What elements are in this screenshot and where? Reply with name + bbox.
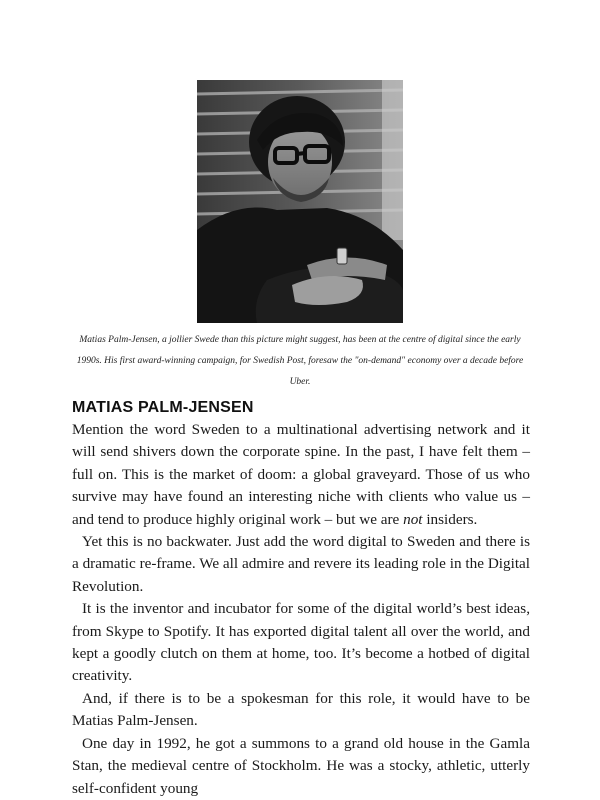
paragraph-1	[72, 419, 530, 531]
paragraph-4: And, if there is to be a spokesman for this role, it would have to be Matias Palm-Jensen.	[72, 689, 530, 730]
body-text	[72, 419, 530, 800]
paragraph-1-text-b: insiders.	[422, 510, 478, 528]
paragraph-5: One day in 1992, he got a summons to a grand old house in the Gamla Stan, the medieval centre of Stockholm. He was a stocky, athletic, utterly self-confident young	[72, 734, 530, 797]
portrait-photo	[197, 80, 403, 323]
section-heading: MATIAS PALM-JENSEN	[72, 399, 254, 416]
paragraph-1-emphasis: not	[403, 510, 423, 528]
portrait-image	[197, 80, 403, 323]
paragraph-3: It is the inventor and incubator for some of the digital world’s best ideas, from Skype to Spotify. It has exported digital talent all over the world, and kept a goodly clutch on them at home, too. It’s become a hotbed of digital creativity.	[72, 600, 530, 685]
paragraph-2: Yet this is no backwater. Just add the word digital to Sweden and there is a dramatic re-frame. We all admire and revere its leading role in the Digital Revolution.	[72, 533, 530, 595]
photo-caption: Matias Palm-Jensen, a jollier Swede than this picture might suggest, has been at the centre of digital since the early 1990s. His first award-winning campaign, for Swedish Post, foresaw the "on-demand" economy over a decade before Uber.	[76, 335, 524, 387]
paragraph-1-text-a: Mention the word Sweden to a multinational advertising network and it will send shivers down the corporate spine. In the past, I have felt them – full on. This is the market of doom: a global graveyard. Those of us who survive may have found an interesting niche with clients who value us – and tend to produce highly original work – but we are	[72, 421, 530, 528]
